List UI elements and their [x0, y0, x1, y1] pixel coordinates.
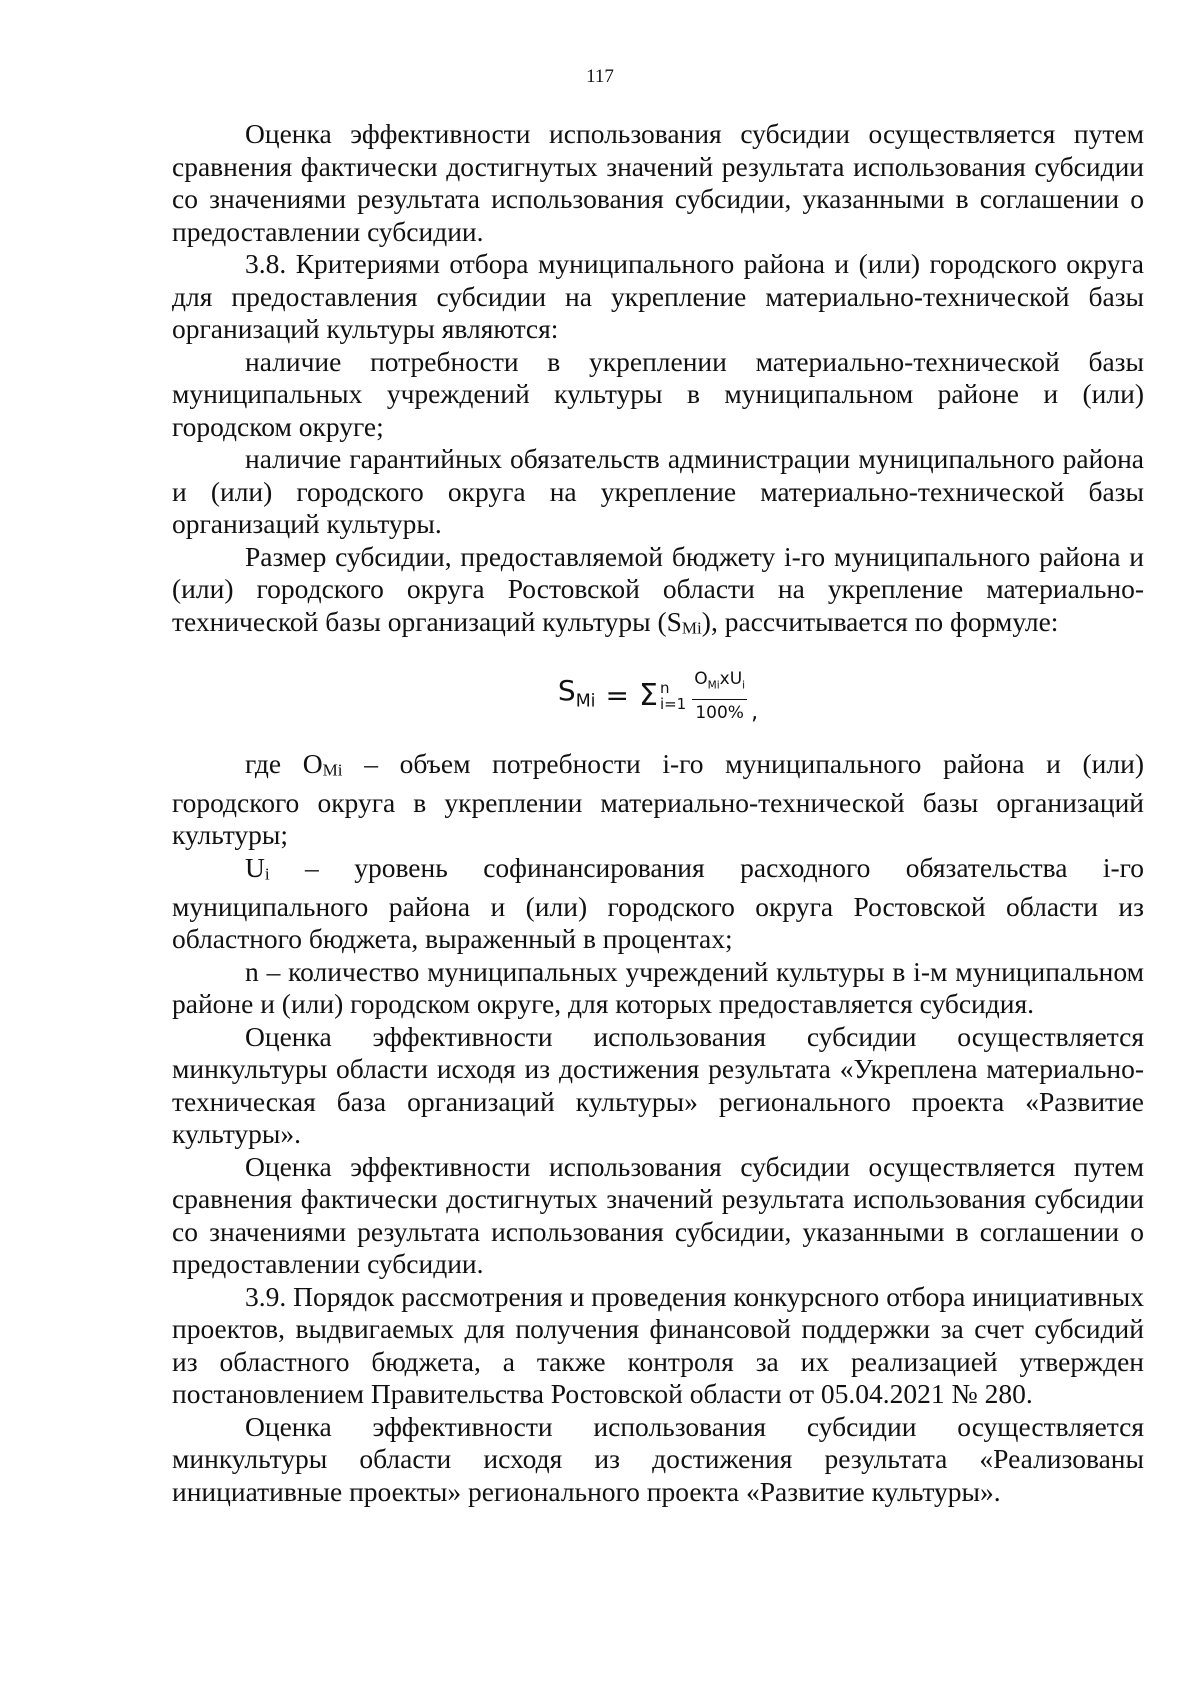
formula-subscript: i	[742, 679, 746, 692]
text-fragment: U	[245, 851, 265, 883]
subscript: Mi	[681, 618, 702, 638]
paragraph-criterion-guarantee: наличие гарантийных обязательств администрации муниципального района и (или) городского округа на укрепление материально-технической базы организаций культуры.	[172, 443, 1144, 539]
text-fragment: – объем потребности i-го муниципального района и (или) городского округа в укреплении материально-технической базы организаций культуры;	[172, 747, 1144, 851]
formula-subscript: Mi	[707, 679, 720, 692]
page-number: 117	[586, 66, 614, 87]
formula-symbol: x	[719, 669, 730, 690]
sum-upper-limit: n	[659, 679, 670, 698]
sum-limits	[660, 680, 686, 712]
paragraph-3-8-criteria: 3.8. Критериями отбора муниципального района и (или) городского округа для предоставления субсидии на укрепление материально-технической базы организаций культуры являются:	[172, 248, 1144, 344]
paragraph-definition-omi	[172, 748, 1144, 852]
formula-lhs	[558, 675, 596, 718]
text-fragment: где O	[245, 747, 323, 779]
text-fragment: – уровень софинансирования расходного обязательства i-го муниципального района и (или) городского округа Ростовской области из областного бюджета, выраженный в процентах;	[172, 851, 1144, 955]
subsidy-formula	[172, 645, 1144, 748]
formula-symbol: U	[729, 669, 743, 690]
sigma-symbol: Σ	[638, 677, 658, 713]
formula-symbol: S	[557, 673, 576, 707]
document-body	[172, 118, 1144, 1508]
paragraph-evaluation-1: Оценка эффективности использования субсидии осуществляется путем сравнения фактически достигнутых значений результата использования субсидии со значениями результата использования субсидии, указанными в соглашении о предоставлении субсидии.	[172, 118, 1144, 247]
sum-lower-limit: i=1	[659, 695, 687, 714]
formula-sum	[638, 677, 692, 714]
paragraph-evaluation-4: Оценка эффективности использования субсидии осуществляется минкультуры области исходя из достижения результата «Реализованы инициативные проекты» регионального проекта «Развитие культуры».	[172, 1410, 1144, 1507]
formula-fraction	[692, 668, 747, 723]
paragraph-definition-n: n – количество муниципальных учреждений культуры в i-м муниципальном районе и (или) городском округе, для которых предоставляется субсидия.	[172, 955, 1144, 1020]
subscript: i	[264, 864, 270, 884]
paragraph-criterion-need: наличие потребности в укреплении материально-технической базы муниципальных учреждений культуры в муниципальном районе и (или) городском округе;	[172, 345, 1144, 442]
subscript: Mi	[322, 760, 343, 780]
text-fragment: Размер субсидии, предоставляемой бюджету i-го муниципального района и (или) городского округа Ростовской области на укрепление материально-технической базы организаций культуры (S	[172, 540, 1144, 637]
paragraph-subsidy-size	[172, 541, 1144, 645]
paragraph-evaluation-2: Оценка эффективности использования субсидии осуществляется минкультуры области исходя из достижения результата «Укреплена материально-техническая база организаций культуры» регионального проекта «Развитие культуры».	[172, 1020, 1144, 1150]
paragraph-evaluation-3: Оценка эффективности использования субсидии осуществляется путем сравнения фактически достигнутых значений результата использования субсидии со значениями результата использования субсидии, указанными в соглашении о предоставлении субсидии.	[172, 1150, 1144, 1280]
paragraph-definition-ui	[172, 852, 1144, 956]
text-fragment: ), рассчитывается по формуле:	[701, 605, 1059, 637]
formula-subscript: Mi	[575, 691, 596, 712]
paragraph-3-9-procedure: 3.9. Порядок рассмотрения и проведения конкурсного отбора инициативных проектов, выдвигаемых для получения финансовой поддержки за счет субсидий из областного бюджета, а также контроля за их реализацией утвержден постановлением Правительства Ростовской области от 05.04.2021 № 280.	[172, 1280, 1144, 1410]
formula-comma: ,	[751, 700, 759, 726]
formula-equals: =	[605, 678, 629, 712]
fraction-numerator	[692, 668, 747, 699]
formula-symbol: O	[694, 669, 708, 690]
fraction-denominator: 100%	[695, 702, 744, 723]
